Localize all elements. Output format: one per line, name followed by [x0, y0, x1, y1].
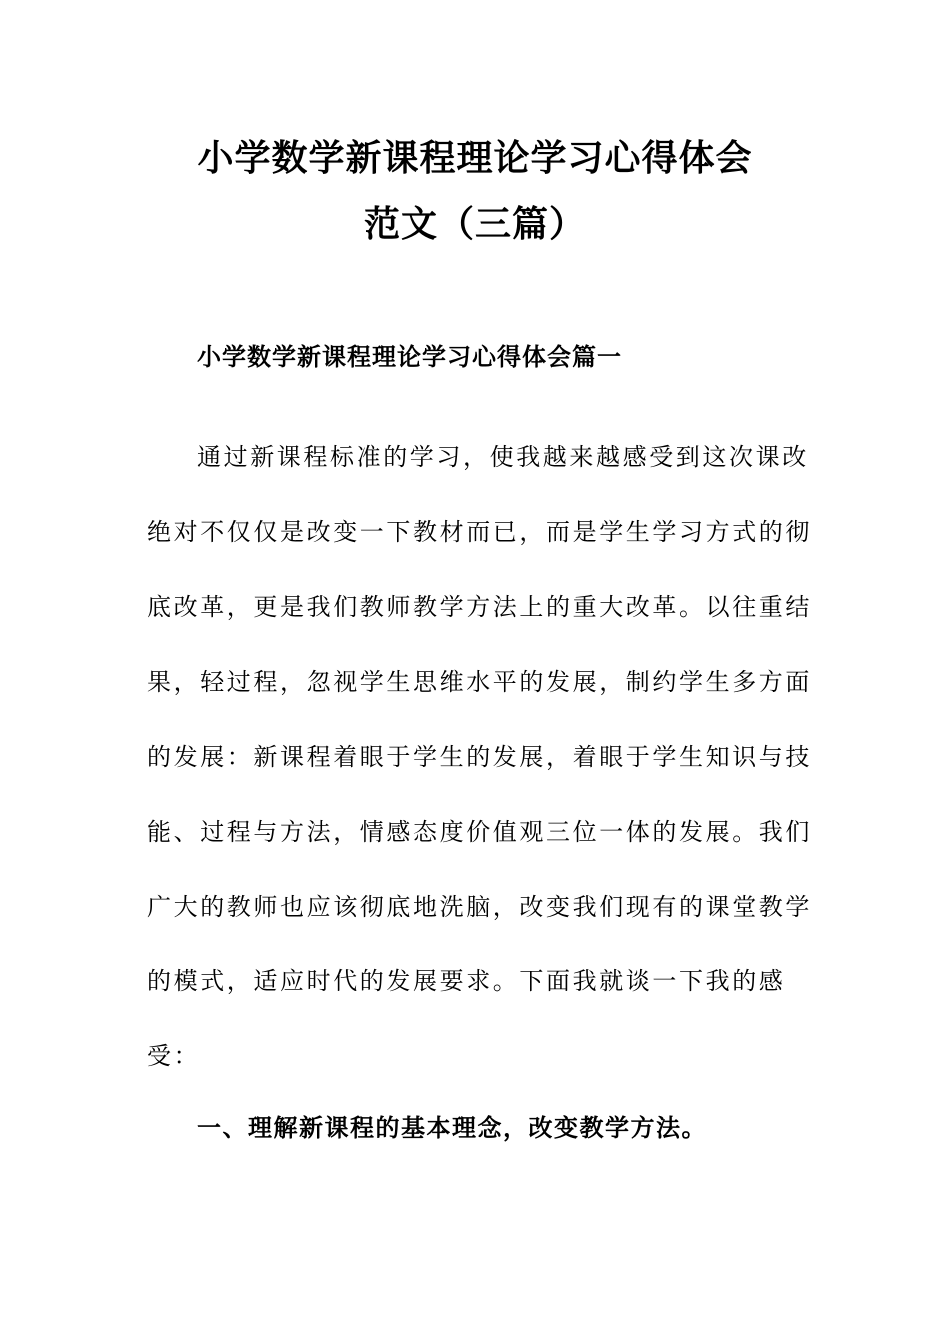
body-text-line: 通过新课程标准的学习，使我越来越感受到这次课改: [197, 443, 809, 471]
body-text-line: 的模式，适应时代的发展要求。下面我就谈一下我的感: [147, 967, 786, 995]
body-text-line: 能、过程与方法，情感态度价值观三位一体的发展。我们: [147, 818, 812, 846]
body-text-line: 果，轻过程，忽视学生思维水平的发展，制约学生多方面: [147, 668, 812, 696]
body-text-line: 底改革，更是我们教师教学方法上的重大改革。以往重结: [147, 593, 812, 621]
document-title-line-2: 范文（三篇）: [363, 203, 586, 245]
body-text-line: 的发展：新课程着眼于学生的发展，着眼于学生知识与技: [147, 743, 812, 771]
body-text-line: 绝对不仅仅是改变一下教材而已，而是学生学习方式的彻: [147, 518, 812, 546]
section-heading: 一、理解新课程的基本理念，改变教学方法。: [197, 1113, 707, 1142]
body-text-line: 受：: [147, 1042, 201, 1070]
body-text-line: 广大的教师也应该彻底地洗脑，改变我们现有的课堂教学: [147, 893, 812, 921]
document-title-line-1: 小学数学新课程理论学习心得体会: [197, 137, 753, 179]
article-subtitle: 小学数学新课程理论学习心得体会篇一: [197, 342, 622, 371]
